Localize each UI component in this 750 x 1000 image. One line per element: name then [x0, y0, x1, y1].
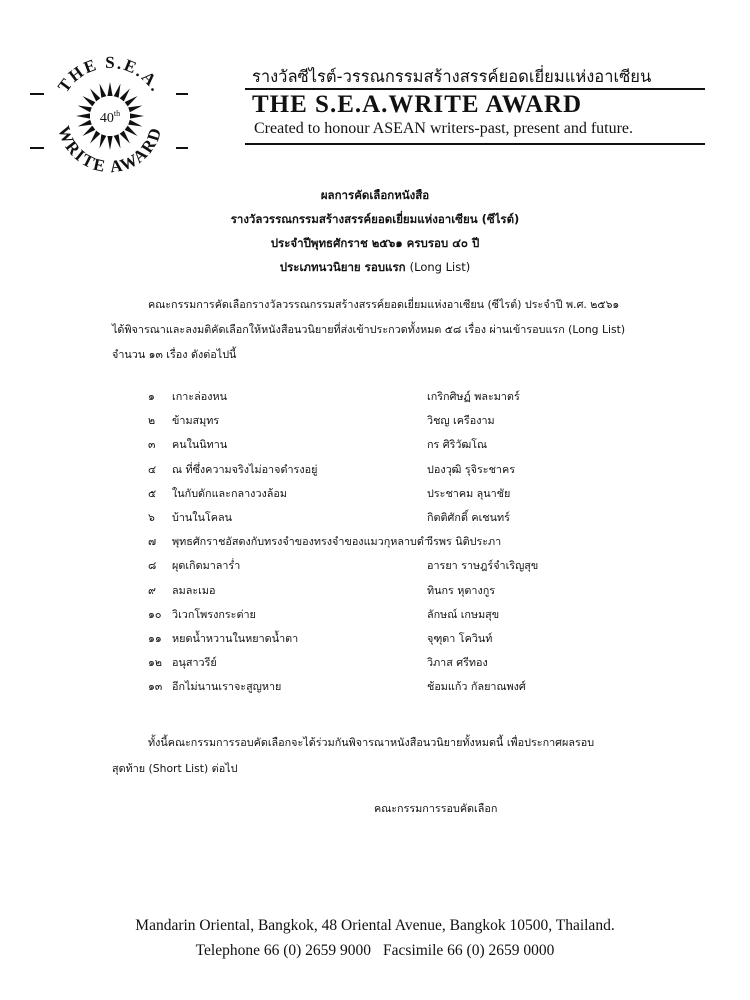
book-author: วิชญ เครืองาม: [427, 414, 495, 428]
footer-contact: [0, 938, 750, 963]
title-line-4-thai: ประเภทนวนิยาย รอบแรก: [279, 260, 406, 274]
announcement-title: [0, 183, 750, 279]
logo-ray: [125, 96, 138, 106]
letterhead-subtitle: Created to honour ASEAN writers-past, present and future.: [254, 120, 634, 137]
book-title: ผุดเกิดมาลาร่ำ: [172, 559, 241, 573]
logo-ray: [107, 136, 112, 150]
book-number: ๒: [148, 414, 156, 428]
title-line-3: ประจำปีพุทธศักราช ๒๕๖๑ ครบรอบ ๔๐ ปี: [270, 236, 480, 250]
logo-ray: [90, 131, 100, 144]
list-item: [148, 630, 628, 654]
book-number: ๑: [148, 390, 155, 403]
book-author: ช้อมแก้ว กัลยาณพงศ์: [427, 680, 526, 694]
list-item: [148, 509, 628, 533]
intro-line-3: จำนวน ๑๓ เรื่อง ดังต่อไปนี้: [112, 348, 237, 361]
logo-ray: [82, 96, 95, 106]
footer-facsimile: Facsimile 66 (0) 2659 0000: [383, 942, 555, 959]
list-item: [148, 582, 628, 606]
book-author: เกริกศิษฏ์ พละมาตร์: [427, 390, 520, 403]
intro-paragraph: [112, 292, 652, 367]
logo-ray: [125, 126, 138, 136]
letterhead-thai-name: รางวัลซีไรต์-วรรณกรรมสร้างสรรค์ยอดเยี่ยมแห่งอาเซียน: [252, 67, 652, 86]
book-title: ณ ที่ซึ่งความจริงไม่อาจดำรงอยู่: [172, 462, 318, 476]
list-item: [148, 412, 628, 436]
intro-line-2: ได้พิจารณาและลงมติคัดเลือกให้หนังสือนวนิยายที่ส่งเข้าประกวดทั้งหมด ๕๘ เรื่อง ผ่านเข้ารอบแรก (Long List): [112, 323, 626, 336]
sea-write-logo: [28, 50, 188, 180]
letterhead-title: THE S.E.A.WRITE AWARD: [252, 91, 583, 118]
book-number: ๑๓: [148, 680, 163, 694]
closing-line-1: ทั้งนี้คณะกรรมการรอบคัดเลือกจะได้ร่วมกันพิจารณาหนังสือนวนิยายทั้งหมดนี้ เพื่อประกาศผลรอบ: [148, 736, 595, 749]
book-author: ปองวุฒิ รุจิระชาคร: [427, 462, 515, 476]
book-author: กิตติศักดิ์ คเชนทร์: [427, 510, 510, 524]
book-author: จุฑุดา โควินท์: [427, 631, 493, 645]
book-title: ในกับดักและกลางวงล้อม: [172, 486, 288, 500]
logo-ray: [78, 105, 92, 112]
title-line-1: ผลการคัดเลือกหนังสือ: [320, 188, 430, 202]
closing-line-2: สุดท้าย (Short List) ต่อไป: [112, 762, 238, 775]
logo-text-top: THE S.E.A.: [53, 52, 167, 96]
list-item: [148, 436, 628, 460]
intro-line-1: คณะกรรมการคัดเลือกรางวัลวรรณกรรมสร้างสรรค์ยอดเยี่ยมแห่งอาเซียน (ซีไรต์) ประจำปี พ.ศ. ๒๕๖๑: [148, 298, 620, 311]
logo-ray: [130, 113, 144, 118]
list-item: [148, 654, 628, 678]
list-item: [148, 533, 628, 557]
list-item: [148, 678, 628, 702]
logo-ray: [82, 126, 95, 136]
list-item: [148, 606, 628, 630]
list-item: [148, 461, 628, 485]
footer-address: Mandarin Oriental, Bangkok, 48 Oriental Avenue, Bangkok 10500, Thailand.: [135, 917, 615, 934]
book-author: วีรพร นิติประภา: [427, 535, 502, 549]
book-number: ๓: [148, 438, 156, 452]
sea-write-emblem: [28, 50, 188, 180]
list-item: [148, 557, 628, 581]
book-number: ๘: [148, 559, 157, 573]
closing-paragraph: [112, 730, 652, 782]
book-title: ข้ามสมุทร: [172, 414, 220, 428]
logo-ray: [128, 120, 142, 127]
book-number: ๑๒: [148, 656, 162, 670]
logo-ray: [114, 134, 121, 148]
book-number: ๕: [148, 486, 157, 500]
book-title: พุทธศักราชอัสดงกับทรงจำของทรงจำของแมวกุหลาบดำ: [172, 535, 430, 549]
logo-ray: [99, 84, 106, 98]
logo-ray: [90, 88, 100, 101]
book-title: ลมละเมอ: [172, 583, 216, 597]
logo-ray: [76, 113, 90, 118]
title-line-4-en: (Long List): [409, 260, 471, 274]
book-number: ๖: [148, 510, 155, 524]
footer: [0, 913, 750, 963]
book-title: อนุสาวรีย์: [172, 656, 217, 670]
book-title: บ้านในโคลน: [172, 510, 232, 524]
logo-ray: [114, 84, 121, 98]
logo-ray: [128, 105, 142, 112]
book-number: ๑๐: [148, 607, 162, 621]
letterhead-rule-top: [245, 88, 705, 90]
list-item: [148, 388, 628, 412]
title-line-2: รางวัลวรรณกรรมสร้างสรรค์ยอดเยี่ยมแห่งอาเซียน (ซีไรต์): [230, 212, 520, 226]
book-title: เกาะล่องหน: [172, 390, 227, 403]
long-list: [148, 388, 628, 702]
logo-text-bottom: WRITE AWARD: [54, 123, 166, 177]
book-title: คนในนิทาน: [172, 438, 228, 452]
letterhead-rule-bottom: [245, 143, 705, 145]
logo-ray: [99, 134, 106, 148]
logo-ray: [78, 120, 92, 127]
logo-ray: [107, 82, 112, 96]
book-number: ๔: [148, 462, 157, 476]
book-number: ๑๑: [148, 631, 162, 645]
book-number: ๗: [148, 535, 157, 549]
book-number: ๙: [148, 583, 156, 597]
title-line-4: [0, 255, 750, 279]
logo-ray: [120, 88, 130, 101]
signature-committee: คณะกรรมการรอบคัดเลือก: [374, 802, 498, 815]
logo-ray: [120, 131, 130, 144]
footer-telephone: Telephone 66 (0) 2659 9000: [195, 942, 372, 959]
book-author: ทินกร หุตางกูร: [427, 583, 496, 597]
book-author: ประชาคม ลุนาชัย: [427, 486, 511, 500]
svg-text:WRITE AWARD: [54, 124, 166, 177]
book-title: หยดน้ำหวานในหยาดน้ำตา: [172, 631, 299, 645]
book-author: กร ศิริวัฒโณ: [427, 438, 488, 452]
book-title: อีกไม่นานเราจะสูญหาย: [172, 680, 282, 694]
book-author: อารยา ราษฎร์จำเริญสุข: [427, 559, 539, 573]
list-item: [148, 485, 628, 509]
book-author: ลักษณ์ เกษมสุข: [427, 607, 500, 621]
book-author: วิภาส ศรีทอง: [427, 656, 488, 670]
logo-anniversary: 40th: [99, 109, 121, 126]
book-title: วิเวกโพรงกระต่าย: [172, 607, 256, 621]
